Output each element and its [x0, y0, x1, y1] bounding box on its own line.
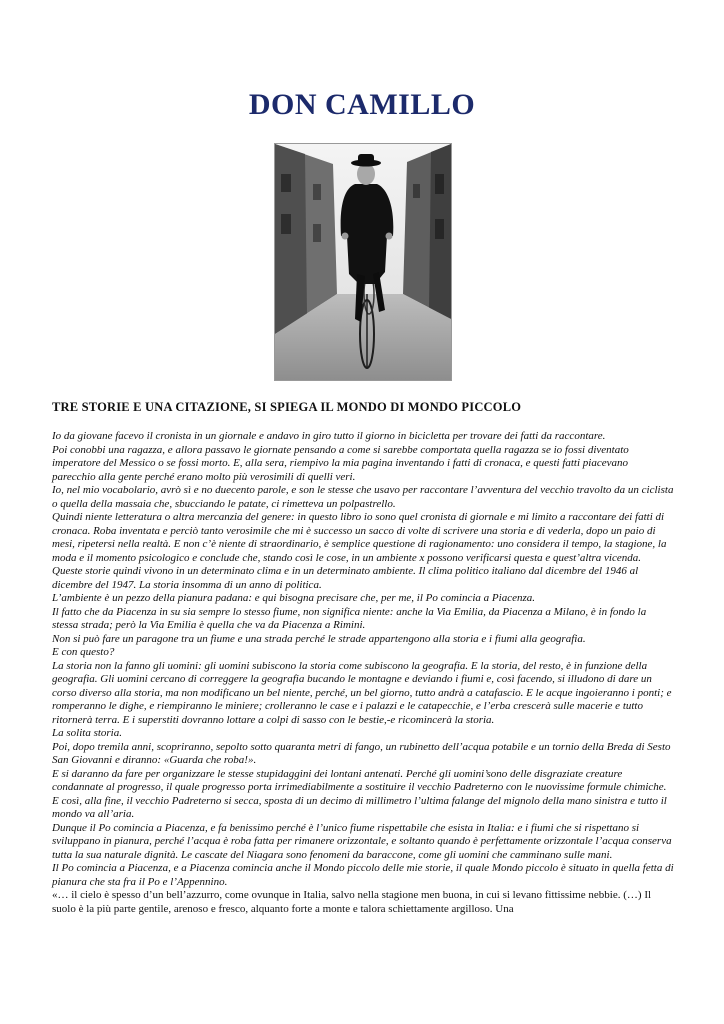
paragraph: Queste storie quindi vivono in un determinato clima e in un determinato ambiente. Il clima politico italiano dal dicembre del 1946 al dicembre del 1947. La storia insomma di un anno di politica. [52, 565, 639, 591]
paragraph: La storia non la fanno gli uomini: gli uomini subiscono la storia come subiscono la geografia. E la storia, del resto, è in funzione della geografia. Gli uomini cercano di correggere la geografia bucando le montagne e deviando i fiumi e, così facendo, si illudono di dare un corso diverso alla storia, ma non modificano un bel niente, perché, un bel giorno, tutto andrà a catafascio. E le acque ingoieranno i ponti; e romperanno le dighe, e riempiranno le miniere; crolleranno le case e i palazzi e le catapecchie, e l’erba crescerà sulle macerie e tutto ritornerà terra. E i superstiti dovranno lottare a colpi di sasso con le bestie,-e ricomincerà la storia. [52, 659, 672, 726]
paragraph: La solita storia. [52, 727, 122, 739]
paragraph: L’ambiente è un pezzo della pianura padana: e qui bisogna precisare che, per me, il Po comincia a Piacenza. [52, 592, 535, 604]
paragraph: Il fatto che da Piacenza in su sia sempre lo stesso fiume, non significa niente: anche la Via Emilia, da Piacenza a Milano, è in fondo la stessa strada; però la Via Emilia è quella che va da Piacenza a Rimini. [52, 605, 647, 631]
photo-priest-on-bicycle [274, 143, 452, 381]
paragraph: Poi, dopo tremila anni, scopriranno, sepolto sotto quaranta metri di fango, un rubinetto dell’acqua potabile e un tornio della Breda di Sesto San Giovanni e diranno: «Guarda che roba!». [52, 740, 671, 766]
section-heading: TRE STORIE E UNA CITAZIONE, SI SPIEGA IL MONDO DI MONDO PICCOLO [52, 400, 522, 414]
quotation: «… il cielo è spesso d’un bell’azzurro, come ovunque in Italia, salvo nella stagione men buona, in cui si levano fittissime nebbie. (…) Il suolo è la più parte gentile, arenoso e fresco, alquanto forte a monte e talora schiettamente argilloso. Una [52, 889, 652, 915]
paragraph: Quindi niente letteratura o altra mercanzia del genere: in questo libro io sono quel cronista di giornale e mi limito a raccontare dei fatti di cronaca. Roba inventata e perciò tanto verosimile che mi è successo un sacco di volte di scrivere una storia e di vederla, dopo un paio di mesi, ripetersi nella realtà. E non c’è niente di straordinario, è semplice questione di ragionamento: uno considera il tempo, la stagione, la moda e il momento psicologico e conclude che, stando così le cose, in un ambiente x possono verificarsi questa e quest’altra vicenda. [52, 511, 667, 564]
paragraph: Io da giovane facevo il cronista in un giornale e andavo in giro tutto il giorno in bicicletta per trovare dei fatti da raccontare. [52, 430, 606, 442]
page-title: DON CAMILLO [248, 88, 476, 121]
body-text [52, 430, 674, 916]
paragraph: Dunque il Po comincia a Piacenza, e fa benissimo perché è l’unico fiume rispettabile che esista in Italia: e i fiumi che si rispettano si sviluppano in pianura, perché l’acqua è roba fatta per rimanere orizzontale, e soltanto quando è perfettamente orizzontale l’acqua conserva tutta la sua naturale dignità. Le cascate del Niagara sono fenomeni da baraccone, come gli uomini che camminano sulle mani. [52, 821, 672, 861]
paragraph: Il Po comincia a Piacenza, e a Piacenza comincia anche il Mondo piccolo delle mie storie, il quale Mondo piccolo è situato in quella fetta di pianura che sta fra il Po e l’Appennino. [52, 862, 674, 888]
paragraph: Poi conobbi una ragazza, e allora passavo le giornate pensando a come si sarebbe comportata quella ragazza se io fossi diventato imperatore del Messico o se fossi morto. E, alla sera, riempivo la mia pagina inventando i fatti di cronaca, e questi fatti piacevano parecchio alla gente perché erano molto più verosimili di quelli veri. [52, 443, 629, 483]
paragraph: E si daranno da fare per organizzare le stesse stupidaggini dei lontani antenati. Perché gli uomini’sono delle disgraziate creature condannate al progresso, il quale progresso porta irrimediabilmente a sostituire il vecchio Padreterno con le nuovissime formule chimiche. E così, alla fine, il vecchio Padreterno si secca, sposta di un decimo di millimetro l’ultima falange del mignolo della mano sinistra e tutto il mondo va all’aria. [52, 767, 667, 820]
paragraph: Io, nel mio vocabolario, avrò sì e no duecento parole, e son le stesse che usavo per raccontare l’avventura del vecchio travolto da un ciclista o quella della massaia che, sbucciando le patate, ci rimetteva un polpastrello. [52, 484, 674, 510]
paragraph: Non si può fare un paragone tra un fiume e una strada perché le strade appartengono alla storia e i fiumi alla geografia. [52, 632, 586, 645]
paragraph: E con questo? [52, 646, 115, 658]
